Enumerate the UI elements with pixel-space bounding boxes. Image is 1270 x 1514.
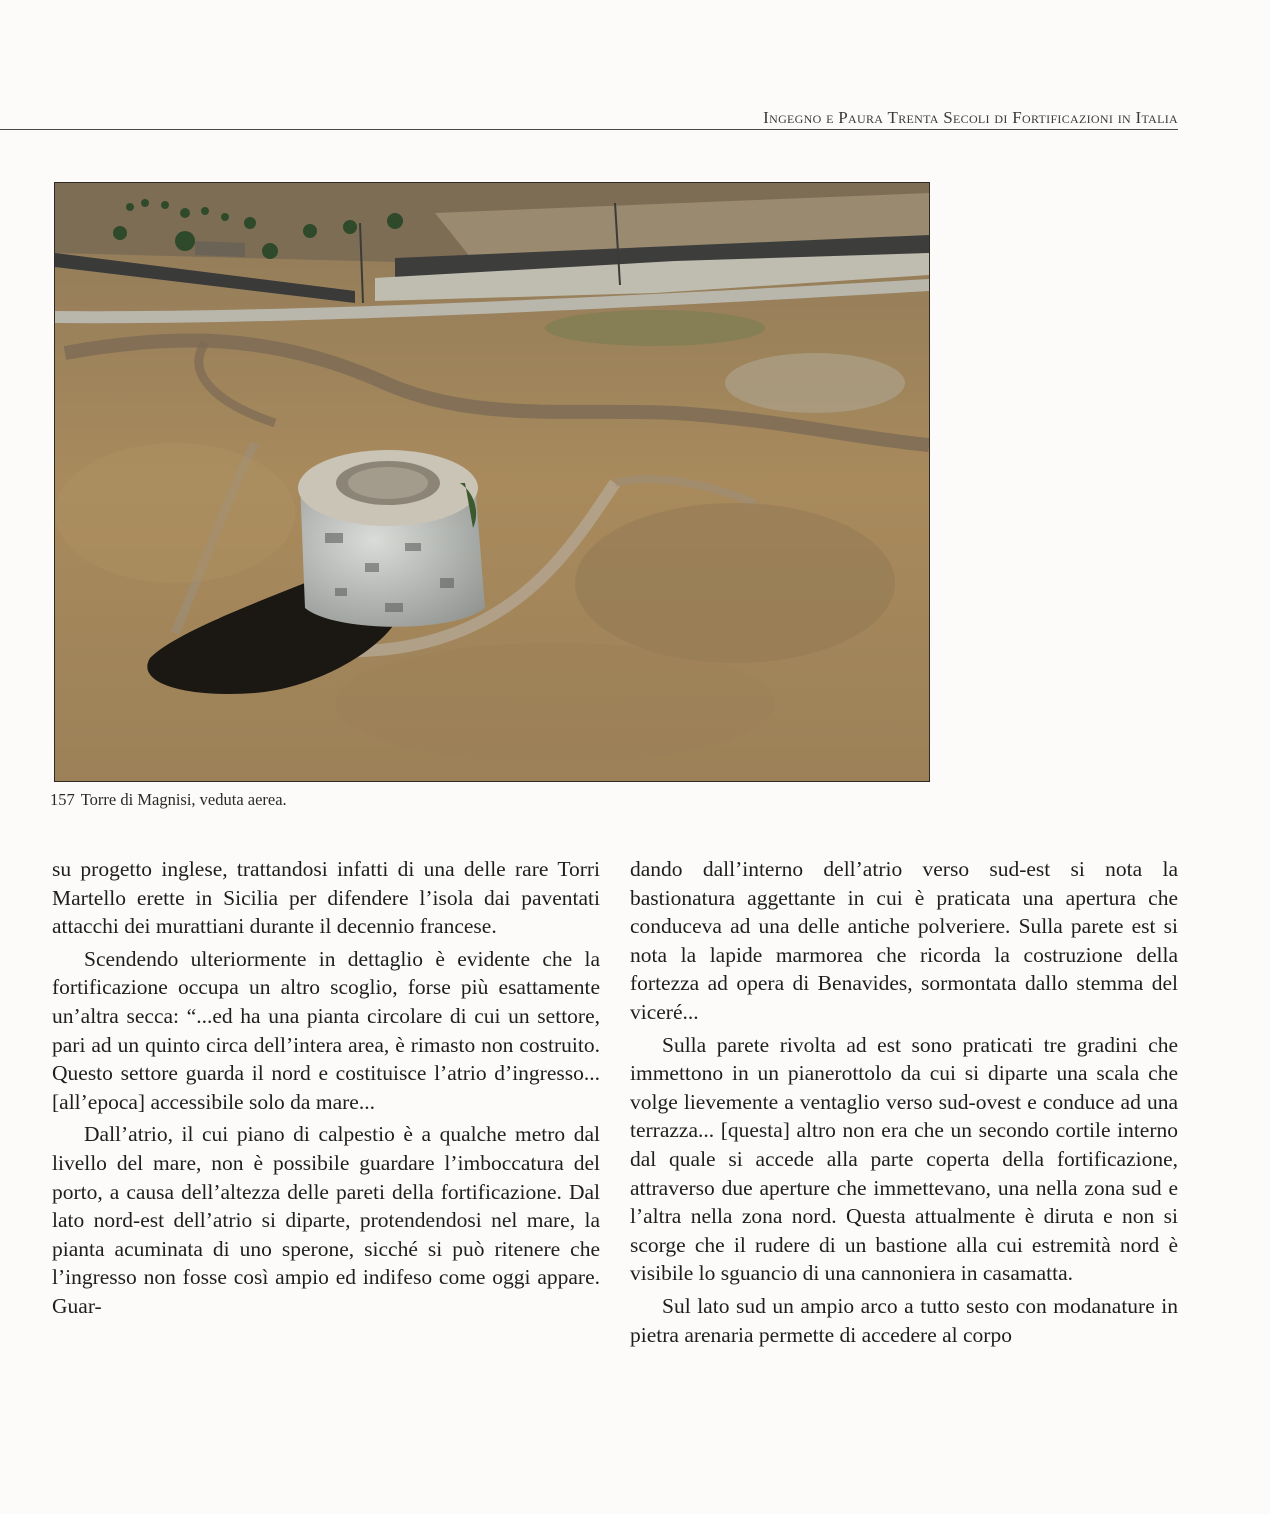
figure-caption-text: Torre di Magnisi, veduta aerea. <box>80 790 287 809</box>
figure-caption <box>50 790 287 810</box>
paragraph: Dall’atrio, il cui piano di calpestio è a qualche metro dal livello del mare, non è possibile guardare l’imboccatura del porto, a causa dell’altezza delle pareti della fortificazione. Dal lato nord-est dell’atrio si diparte, protendendosi nel mare, la pianta acuminata di uno sperone, sicché si può ritenere che l’ingresso non fosse così ampio ed indifeso come oggi appare. Guar- <box>52 1122 600 1318</box>
paragraph: Sul lato sud un ampio arco a tutto sesto con modanature in pietra arenaria permette di accedere al corpo <box>630 1293 1178 1347</box>
paragraph: su progetto inglese, trattandosi infatti di una delle rare Torri Martello erette in Sicilia per difendere l’isola dai paventati attacchi dei murattiani durante il decennio francese. <box>52 857 600 939</box>
paragraph: dando dall’interno dell’atrio verso sud-est si nota la bastionatura aggettante in cui è praticata una apertura che conduceva ad una delle antiche polveriere. Sulla parete est si nota la lapide marmorea che ricorda la costruzione della fortezza ad opera di Benavides, sormontata dallo stemma del viceré... <box>630 857 1178 1024</box>
paragraph: Scendendo ulteriormente in dettaglio è evidente che la fortificazione occupa un altro scoglio, forse più esattamente un’altra secca: “...ed ha una pianta circolare di cui un settore, pari ad un quinto circa dell’intera area, è rimasto non costruito. Questo settore guarda il nord e costituisce l’atrio d’ingresso... [all’epoca] accessibile solo da mare... <box>52 946 600 1114</box>
aerial-photo-torre-di-magnisi <box>54 182 930 782</box>
header-rule <box>0 129 1178 130</box>
paragraph: Sulla parete rivolta ad est sono praticati tre gradini che immettono in un pianerottolo da cui si diparte una scala che volge lievemente a ventaglio verso sud-ovest e conduce ad una terrazza... [questa] altro non era che un secondo cortile interno dal quale si accede alla parte coperta della fortificazione, attraverso due aperture che immettevano, una nella zona sud e l’altra nella zona nord. Questa attualmente è diruta e non si scorge che il rudere di un bastione alla cui estremità nord è visibile lo sguancio di una cannoniera in casamatta. <box>630 1032 1178 1286</box>
running-header: Ingegno e Paura Trenta Secoli di Fortificazioni in Italia <box>763 108 1178 127</box>
figure-number: 157 <box>50 790 75 809</box>
text-column-right <box>630 855 1178 1353</box>
aerial-photo-illustration <box>55 183 929 781</box>
text-column-left <box>52 855 600 1325</box>
